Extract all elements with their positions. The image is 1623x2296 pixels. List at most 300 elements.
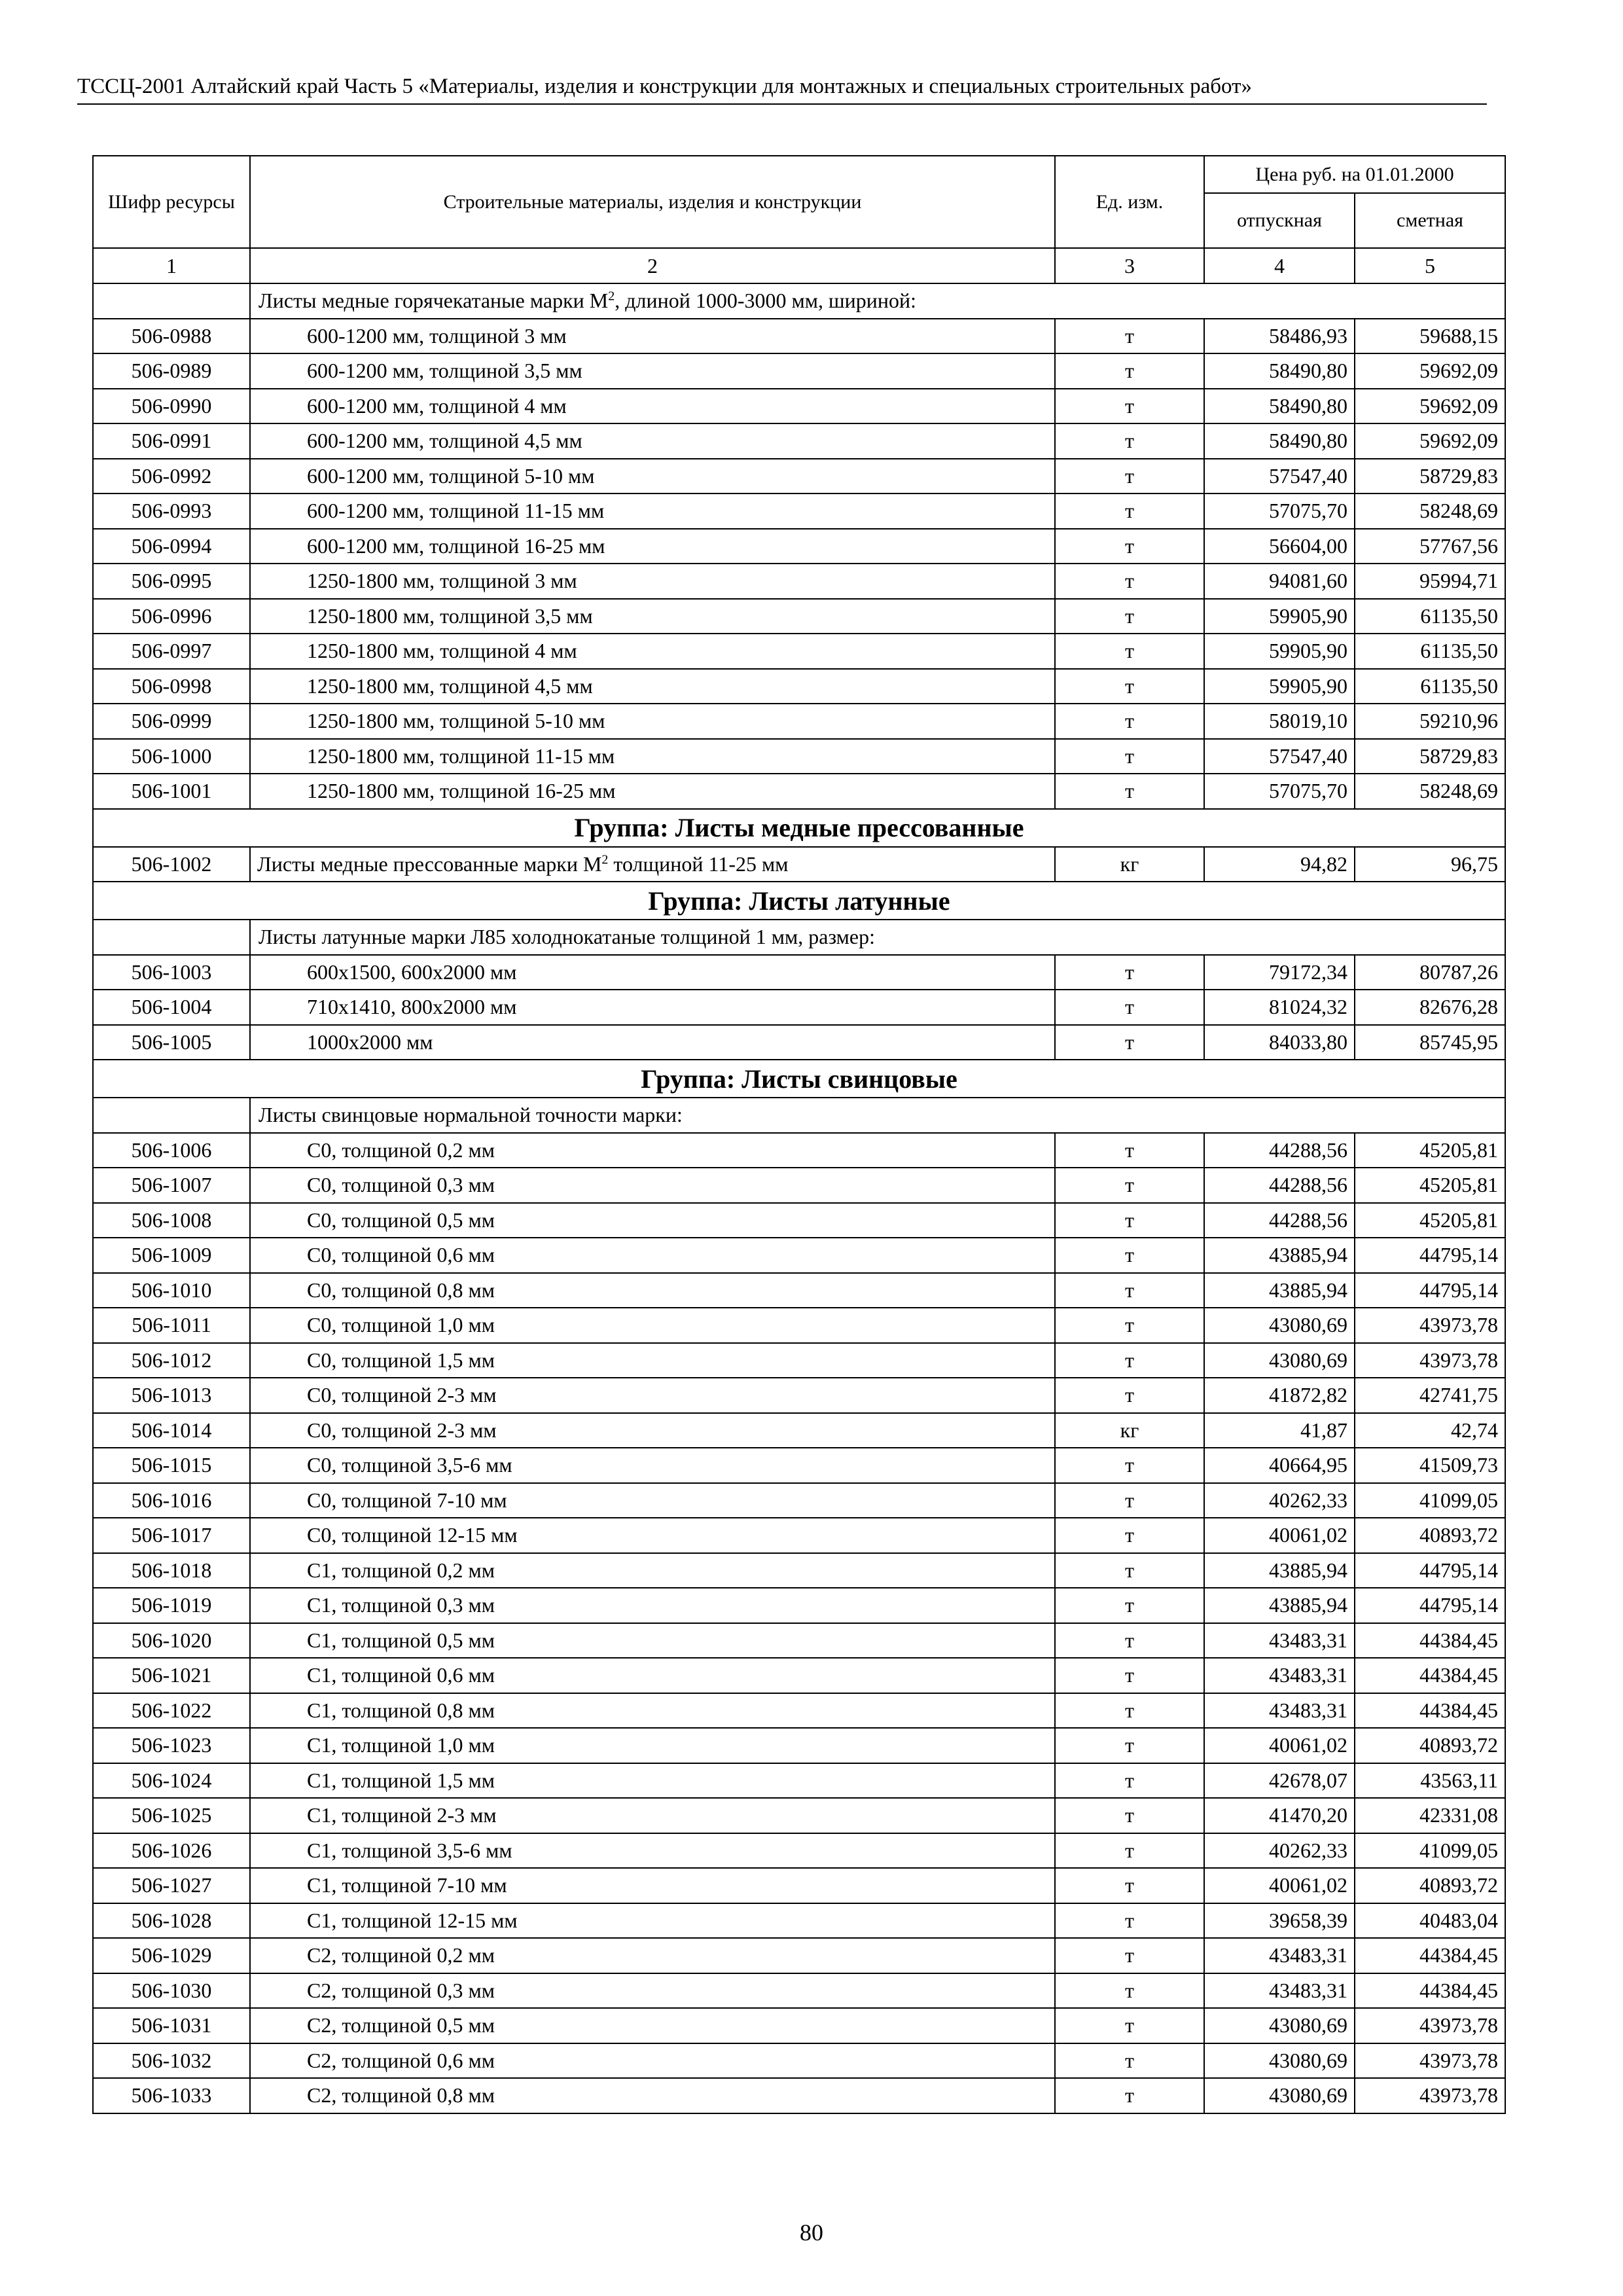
material-name-text: С0, толщиной 0,2 мм	[307, 1138, 495, 1162]
table-row	[93, 1833, 1505, 1869]
material-name-text: С1, толщиной 0,5 мм	[307, 1628, 495, 1652]
price-estimate: 59692,09	[1355, 389, 1505, 424]
price-estimate: 61135,50	[1355, 599, 1505, 634]
table-row	[93, 1763, 1505, 1799]
price-release: 81024,32	[1204, 990, 1355, 1025]
resource-code: 506-1015	[93, 1448, 250, 1483]
unit-cell: т	[1055, 493, 1204, 529]
resource-code: 506-1005	[93, 1025, 250, 1060]
price-release: 43885,94	[1204, 1273, 1355, 1308]
resource-code: 506-1010	[93, 1273, 250, 1308]
table-row	[93, 955, 1505, 990]
materials-table	[92, 155, 1506, 2114]
group-row	[93, 809, 1505, 847]
material-name-text: 710х1410, 800х2000 мм	[307, 995, 517, 1019]
material-name	[250, 1308, 1055, 1343]
table-row	[93, 353, 1505, 389]
price-estimate: 58248,69	[1355, 493, 1505, 529]
unit-cell: т	[1055, 1728, 1204, 1763]
superscript: 2	[601, 852, 609, 867]
col-number: 1	[93, 248, 250, 283]
table-head	[93, 156, 1505, 283]
material-name	[250, 2008, 1055, 2043]
resource-code: 506-0989	[93, 353, 250, 389]
resource-code: 506-1003	[93, 955, 250, 990]
unit-cell: т	[1055, 1025, 1204, 1060]
table-row	[93, 669, 1505, 704]
price-estimate: 43973,78	[1355, 2043, 1505, 2079]
price-estimate: 41509,73	[1355, 1448, 1505, 1483]
resource-code: 506-1007	[93, 1168, 250, 1203]
table-row	[93, 1238, 1505, 1273]
price-estimate: 58248,69	[1355, 774, 1505, 809]
price-estimate: 45205,81	[1355, 1133, 1505, 1168]
resource-code: 506-1004	[93, 990, 250, 1025]
empty-cell	[93, 283, 250, 319]
unit-cell: т	[1055, 739, 1204, 774]
material-name-text: 1250-1800 мм, толщиной 3 мм	[307, 569, 577, 593]
material-name	[250, 634, 1055, 669]
col-code-header: Шифр ресурсы	[93, 156, 250, 248]
price-estimate: 59210,96	[1355, 704, 1505, 739]
price-release: 40664,95	[1204, 1448, 1355, 1483]
unit-cell: т	[1055, 1623, 1204, 1659]
table-row	[93, 1378, 1505, 1413]
unit-cell: т	[1055, 2078, 1204, 2113]
resource-code: 506-1021	[93, 1658, 250, 1693]
price-estimate: 45205,81	[1355, 1168, 1505, 1203]
resource-code: 506-0988	[93, 319, 250, 354]
price-estimate: 80787,26	[1355, 955, 1505, 990]
material-name	[250, 1623, 1055, 1659]
group-row	[93, 882, 1505, 920]
table-row	[93, 493, 1505, 529]
unit-cell: т	[1055, 1938, 1204, 1973]
material-name	[250, 1133, 1055, 1168]
price-release: 57075,70	[1204, 493, 1355, 529]
resource-code: 506-1002	[93, 847, 250, 882]
resource-code: 506-0991	[93, 423, 250, 459]
unit-cell: т	[1055, 1798, 1204, 1833]
price-release: 43483,31	[1204, 1973, 1355, 2009]
material-name-text: С2, толщиной 0,3 мм	[307, 1978, 495, 2002]
price-estimate: 41099,05	[1355, 1833, 1505, 1869]
unit-cell: т	[1055, 1238, 1204, 1273]
material-name	[250, 1973, 1055, 2009]
price-release: 43885,94	[1204, 1588, 1355, 1623]
price-estimate: 44384,45	[1355, 1693, 1505, 1729]
material-name	[250, 529, 1055, 564]
resource-code: 506-1018	[93, 1553, 250, 1588]
table-row	[93, 739, 1505, 774]
table-body	[93, 283, 1505, 2113]
material-name	[250, 1273, 1055, 1308]
resource-code: 506-1027	[93, 1868, 250, 1903]
table-row	[93, 599, 1505, 634]
subheading-row	[93, 283, 1505, 319]
unit-cell: т	[1055, 1378, 1204, 1413]
table-row	[93, 529, 1505, 564]
unit-cell: т	[1055, 353, 1204, 389]
unit-cell: т	[1055, 1448, 1204, 1483]
table-row	[93, 1658, 1505, 1693]
price-estimate: 96,75	[1355, 847, 1505, 882]
resource-code: 506-1014	[93, 1413, 250, 1448]
material-name	[250, 704, 1055, 739]
table-row	[93, 634, 1505, 669]
material-name-text: 600-1200 мм, толщиной 11-15 мм	[307, 499, 605, 523]
resource-code: 506-1033	[93, 2078, 250, 2113]
table-row	[93, 389, 1505, 424]
unit-cell: т	[1055, 1308, 1204, 1343]
unit-cell: т	[1055, 1133, 1204, 1168]
unit-cell: т	[1055, 1693, 1204, 1729]
price-release: 43483,31	[1204, 1623, 1355, 1659]
material-name-text: С1, толщиной 1,0 мм	[307, 1733, 495, 1757]
col-number: 2	[250, 248, 1055, 283]
table-row	[93, 1133, 1505, 1168]
material-name-text: 600-1200 мм, толщиной 16-25 мм	[307, 533, 605, 558]
price-release: 43080,69	[1204, 1343, 1355, 1378]
price-estimate: 43973,78	[1355, 1343, 1505, 1378]
resource-code: 506-1016	[93, 1483, 250, 1518]
price-release: 43483,31	[1204, 1938, 1355, 1973]
price-estimate: 61135,50	[1355, 634, 1505, 669]
unit-cell: т	[1055, 1763, 1204, 1799]
material-name	[250, 599, 1055, 634]
price-estimate: 44384,45	[1355, 1658, 1505, 1693]
unit-cell: кг	[1055, 847, 1204, 882]
material-name	[250, 1728, 1055, 1763]
unit-cell: т	[1055, 2043, 1204, 2079]
material-name-text: 600-1200 мм, толщиной 4,5 мм	[307, 429, 582, 453]
material-name	[250, 1833, 1055, 1869]
page-number: 80	[800, 2219, 823, 2246]
subheading-text	[250, 283, 1505, 319]
empty-cell	[93, 920, 250, 955]
price-release: 59905,90	[1204, 634, 1355, 669]
material-name-text: Листы латунные марки Л85 холоднокатаные толщиной 1 мм, размер:	[259, 925, 875, 949]
resource-code: 506-0994	[93, 529, 250, 564]
price-release: 41,87	[1204, 1413, 1355, 1448]
price-release: 94,82	[1204, 847, 1355, 882]
material-name	[250, 669, 1055, 704]
unit-cell: т	[1055, 1168, 1204, 1203]
material-name-suffix: , длиной 1000-3000 мм, шириной:	[615, 289, 917, 313]
material-name-text: 1250-1800 мм, толщиной 3,5 мм	[307, 603, 593, 628]
material-name	[250, 1903, 1055, 1939]
material-name	[250, 1798, 1055, 1833]
material-name	[250, 1518, 1055, 1553]
material-name	[250, 1413, 1055, 1448]
group-row	[93, 1060, 1505, 1098]
resource-code: 506-1024	[93, 1763, 250, 1799]
resource-code: 506-1012	[93, 1343, 250, 1378]
table-row	[93, 847, 1505, 882]
material-name-text: 600-1200 мм, толщиной 4 мм	[307, 393, 567, 418]
group-title: Группа: Листы медные прессованные	[93, 809, 1505, 847]
material-name-text: С1, толщиной 0,2 мм	[307, 1558, 495, 1582]
subheading-text	[250, 1098, 1505, 1133]
unit-cell: т	[1055, 1518, 1204, 1553]
price-release: 40262,33	[1204, 1483, 1355, 1518]
resource-code: 506-1000	[93, 739, 250, 774]
table-row	[93, 1693, 1505, 1729]
price-release: 43885,94	[1204, 1553, 1355, 1588]
material-name	[250, 493, 1055, 529]
resource-code: 506-1019	[93, 1588, 250, 1623]
price-estimate: 43973,78	[1355, 1308, 1505, 1343]
col-number: 4	[1204, 248, 1355, 283]
price-estimate: 43973,78	[1355, 2008, 1505, 2043]
price-release: 39658,39	[1204, 1903, 1355, 1939]
material-name-text: С0, толщиной 7-10 мм	[307, 1488, 507, 1512]
price-estimate: 59688,15	[1355, 319, 1505, 354]
resource-code: 506-1001	[93, 774, 250, 809]
price-release: 40061,02	[1204, 1728, 1355, 1763]
price-estimate: 40893,72	[1355, 1518, 1505, 1553]
material-name-text: 1250-1800 мм, толщиной 4,5 мм	[307, 673, 593, 698]
price-release: 59905,90	[1204, 669, 1355, 704]
price-release: 57547,40	[1204, 739, 1355, 774]
price-release: 58490,80	[1204, 389, 1355, 424]
unit-cell: т	[1055, 1658, 1204, 1693]
group-title: Группа: Листы свинцовые	[93, 1060, 1505, 1098]
price-estimate: 44795,14	[1355, 1588, 1505, 1623]
material-name-text: С1, толщиной 0,6 мм	[307, 1663, 495, 1687]
material-name-text: С2, толщиной 0,2 мм	[307, 1943, 495, 1967]
price-release: 41872,82	[1204, 1378, 1355, 1413]
superscript: 2	[608, 289, 615, 304]
unit-cell: т	[1055, 1973, 1204, 2009]
table-row	[93, 459, 1505, 494]
table-row	[93, 1903, 1505, 1939]
material-name-text: 600-1200 мм, толщиной 3 мм	[307, 323, 567, 348]
unit-cell: кг	[1055, 1413, 1204, 1448]
material-name-text: С0, толщиной 3,5-6 мм	[307, 1453, 512, 1477]
price-estimate: 42741,75	[1355, 1378, 1505, 1413]
table-row	[93, 2043, 1505, 2079]
material-name	[250, 423, 1055, 459]
material-name-text: 1250-1800 мм, толщиной 11-15 мм	[307, 744, 615, 768]
material-name-text: Листы свинцовые нормальной точности марки:	[259, 1103, 683, 1127]
unit-cell: т	[1055, 529, 1204, 564]
resource-code: 506-1028	[93, 1903, 250, 1939]
col-name-header: Строительные материалы, изделия и конструкции	[250, 156, 1055, 248]
page-header: ТССЦ-2001 Алтайский край Часть 5 «Материалы, изделия и конструкции для монтажных и специальных строительных работ»	[77, 72, 1487, 105]
subheading-row	[93, 920, 1505, 955]
table-row	[93, 423, 1505, 459]
unit-cell: т	[1055, 704, 1204, 739]
resource-code: 506-0997	[93, 634, 250, 669]
unit-cell: т	[1055, 423, 1204, 459]
material-name	[250, 353, 1055, 389]
resource-code: 506-1022	[93, 1693, 250, 1729]
resource-code: 506-1031	[93, 2008, 250, 2043]
price-release: 57075,70	[1204, 774, 1355, 809]
table-row	[93, 1448, 1505, 1483]
unit-cell: т	[1055, 1553, 1204, 1588]
price-release: 59905,90	[1204, 599, 1355, 634]
material-name	[250, 1763, 1055, 1799]
price-release: 43483,31	[1204, 1693, 1355, 1729]
material-name	[250, 1483, 1055, 1518]
material-name	[250, 2078, 1055, 2113]
table-row	[93, 1413, 1505, 1448]
unit-cell: т	[1055, 1903, 1204, 1939]
unit-cell: т	[1055, 774, 1204, 809]
material-name	[250, 1868, 1055, 1903]
price-estimate: 40893,72	[1355, 1868, 1505, 1903]
group-title: Группа: Листы латунные	[93, 882, 1505, 920]
material-name	[250, 1025, 1055, 1060]
table-row	[93, 564, 1505, 599]
resource-code: 506-1009	[93, 1238, 250, 1273]
price-release: 58019,10	[1204, 704, 1355, 739]
price-estimate: 85745,95	[1355, 1025, 1505, 1060]
price-release: 94081,60	[1204, 564, 1355, 599]
table-row	[93, 1025, 1505, 1060]
col-unit-header: Ед. изм.	[1055, 156, 1204, 248]
price-release: 58490,80	[1204, 353, 1355, 389]
price-estimate: 57767,56	[1355, 529, 1505, 564]
subheading-row	[93, 1098, 1505, 1133]
material-name-text: С2, толщиной 0,5 мм	[307, 2013, 495, 2037]
resource-code: 506-0999	[93, 704, 250, 739]
unit-cell: т	[1055, 1833, 1204, 1869]
table-row	[93, 1868, 1505, 1903]
material-name-suffix: толщиной 11-25 мм	[608, 852, 789, 876]
resource-code: 506-0998	[93, 669, 250, 704]
material-name-text: С1, толщиной 12-15 мм	[307, 1908, 518, 1932]
material-name	[250, 1203, 1055, 1238]
price-estimate: 40893,72	[1355, 1728, 1505, 1763]
price-estimate: 44795,14	[1355, 1273, 1505, 1308]
price-release: 43483,31	[1204, 1658, 1355, 1693]
material-name	[250, 1343, 1055, 1378]
unit-cell: т	[1055, 1588, 1204, 1623]
material-name-text: С1, толщиной 7-10 мм	[307, 1873, 507, 1897]
price-estimate: 44384,45	[1355, 1973, 1505, 2009]
material-name-text: С2, толщиной 0,8 мм	[307, 2083, 495, 2108]
material-name-text: С2, толщиной 0,6 мм	[307, 2048, 495, 2072]
price-estimate: 59692,09	[1355, 353, 1505, 389]
unit-cell: т	[1055, 669, 1204, 704]
unit-cell: т	[1055, 2008, 1204, 2043]
material-name	[250, 1588, 1055, 1623]
price-estimate: 61135,50	[1355, 669, 1505, 704]
unit-cell: т	[1055, 955, 1204, 990]
table-row	[93, 1203, 1505, 1238]
col-price-estimate-header: сметная	[1355, 193, 1505, 248]
unit-cell: т	[1055, 1343, 1204, 1378]
price-release: 40061,02	[1204, 1868, 1355, 1903]
table-row	[93, 1553, 1505, 1588]
price-release: 42678,07	[1204, 1763, 1355, 1799]
resource-code: 506-1030	[93, 1973, 250, 2009]
material-name	[250, 1238, 1055, 1273]
material-name	[250, 459, 1055, 494]
resource-code: 506-0996	[93, 599, 250, 634]
material-name-text: Листы медные прессованные марки М	[257, 852, 602, 876]
unit-cell: т	[1055, 389, 1204, 424]
price-estimate: 58729,83	[1355, 459, 1505, 494]
material-name	[250, 1693, 1055, 1729]
price-release: 84033,80	[1204, 1025, 1355, 1060]
table-row	[93, 2008, 1505, 2043]
material-name-text: 600-1200 мм, толщиной 5-10 мм	[307, 463, 595, 488]
resource-code: 506-1006	[93, 1133, 250, 1168]
table-row	[93, 1308, 1505, 1343]
material-name-text: 1000х2000 мм	[307, 1030, 433, 1054]
material-name	[250, 1658, 1055, 1693]
resource-code: 506-0992	[93, 459, 250, 494]
material-name-text: С1, толщиной 2-3 мм	[307, 1803, 497, 1827]
material-name-text: С0, толщиной 1,0 мм	[307, 1313, 495, 1337]
price-estimate: 42331,08	[1355, 1798, 1505, 1833]
table-row	[93, 1343, 1505, 1378]
table-row	[93, 1273, 1505, 1308]
material-name	[250, 739, 1055, 774]
table-row	[93, 1973, 1505, 2009]
material-name-text: С0, толщиной 0,3 мм	[307, 1173, 495, 1197]
price-release: 43885,94	[1204, 1238, 1355, 1273]
material-name	[250, 990, 1055, 1025]
table-row	[93, 1798, 1505, 1833]
price-estimate: 44384,45	[1355, 1623, 1505, 1659]
resource-code: 506-1020	[93, 1623, 250, 1659]
unit-cell: т	[1055, 990, 1204, 1025]
table-row	[93, 1518, 1505, 1553]
material-name	[250, 1448, 1055, 1483]
material-name-text: С0, толщиной 1,5 мм	[307, 1348, 495, 1372]
empty-cell	[93, 1098, 250, 1133]
material-name-text: С0, толщиной 2-3 мм	[307, 1418, 497, 1442]
material-name-text: С1, толщиной 3,5-6 мм	[307, 1838, 512, 1862]
unit-cell: т	[1055, 564, 1204, 599]
material-name-text: С0, толщиной 2-3 мм	[307, 1383, 497, 1407]
unit-cell: т	[1055, 459, 1204, 494]
material-name-text: 1250-1800 мм, толщиной 16-25 мм	[307, 779, 616, 803]
table-row	[93, 774, 1505, 809]
price-estimate: 44384,45	[1355, 1938, 1505, 1973]
resource-code: 506-0995	[93, 564, 250, 599]
price-estimate: 58729,83	[1355, 739, 1505, 774]
col-number: 5	[1355, 248, 1505, 283]
table-row	[93, 1728, 1505, 1763]
material-name	[250, 1938, 1055, 1973]
material-name-text: С1, толщиной 1,5 мм	[307, 1768, 495, 1792]
unit-cell: т	[1055, 1483, 1204, 1518]
col-number: 3	[1055, 248, 1204, 283]
price-estimate: 44795,14	[1355, 1553, 1505, 1588]
table-row	[93, 1483, 1505, 1518]
material-name-text: С1, толщиной 0,3 мм	[307, 1593, 495, 1617]
price-estimate: 43973,78	[1355, 2078, 1505, 2113]
material-name	[250, 774, 1055, 809]
resource-code: 506-1023	[93, 1728, 250, 1763]
price-release: 40262,33	[1204, 1833, 1355, 1869]
resource-code: 506-1017	[93, 1518, 250, 1553]
material-name-text: С0, толщиной 0,6 мм	[307, 1243, 495, 1267]
material-name	[250, 1553, 1055, 1588]
resource-code: 506-1032	[93, 2043, 250, 2079]
price-release: 43080,69	[1204, 2043, 1355, 2079]
material-name	[250, 955, 1055, 990]
resource-code: 506-0993	[93, 493, 250, 529]
table-row	[93, 1168, 1505, 1203]
material-name	[250, 389, 1055, 424]
